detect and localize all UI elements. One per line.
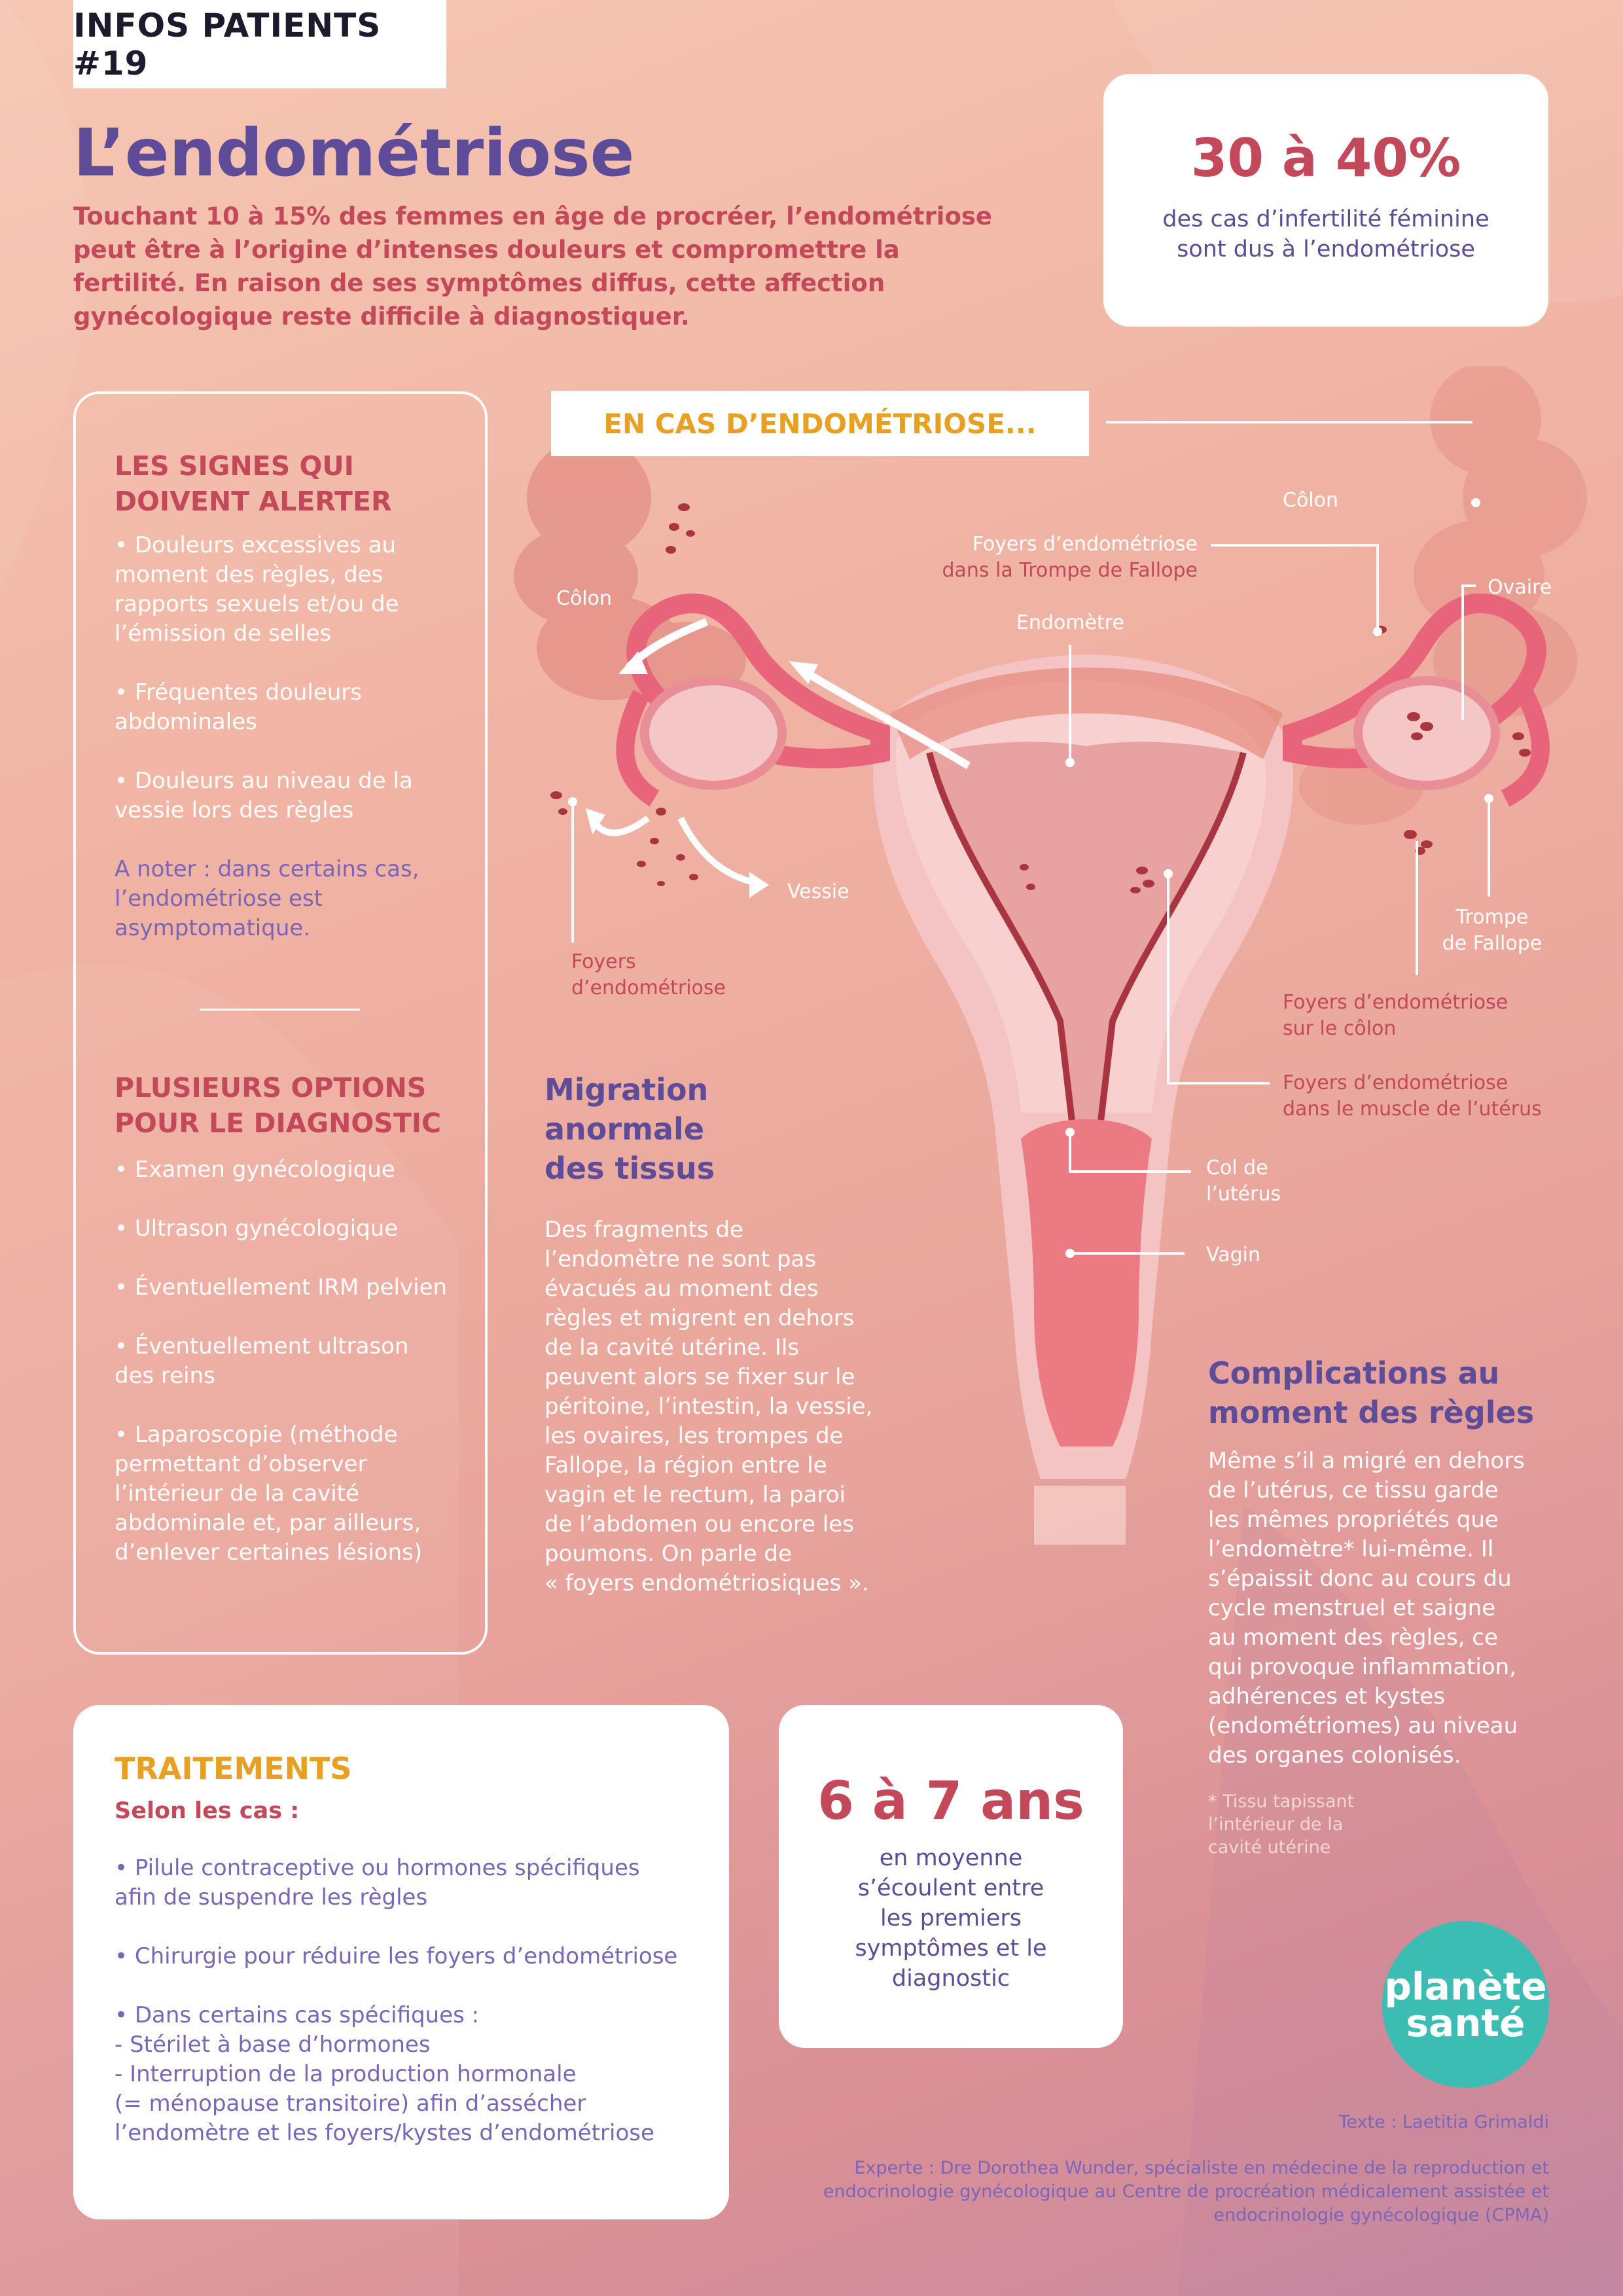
footnote-line: * Tissu tapissant [1208,1791,1355,1812]
logo-line2: santé [1406,2000,1525,2045]
body-line: évacués au moment des [544,1276,819,1302]
list-item: l’émission de selles [115,620,332,647]
signs-item-1 [115,531,468,649]
delay-stat-value: 6 à 7 ans [817,1770,1084,1831]
body-line: « foyers endométriosiques ». [544,1570,869,1596]
complications-body [1208,1446,1575,1770]
label-foyers-trompe [916,531,1198,584]
signs-section [115,448,468,943]
list-item: l’intérieur de la cavité [115,1480,359,1507]
list-item: - Interruption de la production hormonale [115,2061,577,2087]
body-line: Des fragments de [544,1217,743,1243]
body-line: peuvent alors se fixer sur le [544,1364,855,1390]
treatments-card [73,1705,729,2219]
label-endometre: Endomètre [1016,611,1124,634]
list-item: des reins [115,1363,215,1389]
expert-credit [785,2157,1549,2227]
note-line: A noter : dans certains cas, [115,856,419,882]
note-line: l’endométriose est [115,886,323,912]
label-line: l’utérus [1206,1183,1281,1206]
list-item: • Ultrason gynécologique [115,1215,399,1242]
note-line: asymptomatique. [115,915,311,941]
list-item: afin de suspendre les règles [115,1884,428,1910]
label-line: dans la Trompe de Fallope [942,559,1198,582]
label-colon-right: Côlon [1283,489,1339,512]
stat-line: les premiers [880,1905,1022,1931]
list-item: • Fréquentes douleurs [115,679,363,706]
migration-heading-line: anormale [544,1111,705,1147]
treatments-item-3 [115,2001,704,2148]
diagnostic-item-2 [115,1214,468,1244]
section-divider [200,1009,360,1011]
label-line: Foyers d’endométriose [1283,1071,1508,1094]
list-item: abdominales [115,709,257,735]
list-item: • Dans certains cas spécifiques : [115,2002,480,2028]
list-item: • Éventuellement ultrason [115,1333,409,1359]
body-line: cycle menstruel et saigne [1208,1595,1496,1621]
list-item: • Pilule contraceptive ou hormones spécifiques [115,1855,640,1881]
label-line: de Fallope [1442,932,1543,955]
body-line: de la cavité utérine. Ils [544,1335,800,1361]
list-item: d’enlever certaines lésions) [115,1539,423,1566]
diagnostic-item-4 [115,1332,468,1391]
signs-item-2 [115,678,468,737]
list-item: • Examen gynécologique [115,1157,395,1183]
stat-line: symptômes et le [855,1935,1047,1962]
body-line: adhérences et kystes [1208,1683,1446,1710]
body-line: des organes colonisés. [1208,1742,1461,1768]
label-foyers-colon [1283,990,1508,1042]
delay-stat-card [779,1705,1123,2048]
list-item: abdominale et, par ailleurs, [115,1510,421,1536]
label-vessie: Vessie [787,880,849,903]
label-colon-left: Côlon [556,587,613,610]
body-line: l’endomètre ne sont pas [544,1246,817,1272]
label-line: Trompe [1455,906,1529,929]
infertility-stat-line1: des cas d’infertilité féminine [1162,206,1489,232]
list-item: l’endomètre et les foyers/kystes d’endométriose [115,2120,654,2146]
label-line: sur le côlon [1283,1017,1397,1040]
body-line: de l’abdomen ou encore les [544,1511,854,1537]
page-title: L’endométriose [73,115,635,191]
intro-text: Touchant 10 à 15% des femmes en âge de procréer, l’endométriose peut être à l’origine d’intenses douleurs et compromettre la fertilité. En raison de ses symptômes diffus, cette affection gynécologique reste difficile à diagnostiquer. [73,202,993,331]
signs-heading-line1: LES SIGNES QUI [115,450,354,482]
signs-heading-line2: DOIVENT ALERTER [115,486,392,517]
label-foyers [571,949,726,1001]
body-line: de l’utérus, ce tissu garde [1208,1477,1499,1503]
label-line: Foyers [571,950,636,973]
delay-stat-text [779,1843,1123,1994]
body-line: Fallope, la région entre le [544,1452,827,1479]
list-item: • Chirurgie pour réduire les foyers d’endométriose [115,1943,678,1969]
stat-line: s’écoulent entre [857,1875,1044,1901]
list-item: • Douleurs au niveau de la [115,768,413,794]
migration-heading-line: Migration [544,1072,709,1107]
label-line: d’endométriose [571,977,726,999]
list-item: • Laparoscopie (méthode [115,1422,398,1448]
diagram-banner: EN CAS D’ENDOMÉTRIOSE... [551,391,1089,456]
list-item: rapports sexuels et/ou de [115,591,399,617]
stat-line: diagnostic [891,1965,1010,1992]
label-line: Foyers d’endométriose [972,533,1198,556]
body-line: Même s’il a migré en dehors [1208,1448,1525,1474]
treatments-heading: TRAITEMENTS [115,1751,352,1786]
issue-tag: INFOS PATIENTS #19 [73,0,446,88]
body-line: (endométriomes) au niveau [1208,1713,1518,1739]
treatments-item-2 [115,1942,704,1971]
credit-line: endocrinologie gynécologique au Centre de procréation médicalement assistée et [823,2181,1549,2202]
list-item: - Stérilet à base d’hormones [115,2032,431,2058]
treatments-content [115,1751,704,2148]
author-credit: Texte : Laetitia Grimaldi [1338,2112,1549,2132]
body-line: les mêmes propriétés que [1208,1507,1499,1533]
migration-section [544,1070,885,1598]
label-line: Col de [1206,1157,1268,1179]
planete-sante-logo [1382,1921,1549,2088]
list-item: permettant d’observer [115,1451,367,1477]
credit-line: Experte : Dre Dorothea Wunder, spécialiste en médecine de la reproduction et [854,2158,1549,2178]
stat-line: en moyenne [879,1845,1023,1871]
list-item: vessie lors des règles [115,797,354,823]
footnote-line: l’intérieur de la [1208,1814,1344,1835]
credit-line: endocrinologie gynécologique (CPMA) [1213,2205,1549,2225]
body-line: vagin et le rectum, la paroi [544,1482,846,1508]
infertility-stat-value: 30 à 40% [1190,128,1461,188]
list-item: • Douleurs excessives au [115,532,397,558]
label-col [1206,1155,1281,1208]
label-foyers-muscle [1283,1070,1542,1122]
diagnostic-heading-line1: PLUSIEURS OPTIONS [115,1072,427,1103]
diagnostic-item-3 [115,1273,468,1302]
complications-heading-line: moment des règles [1208,1395,1535,1430]
list-item: • Éventuellement IRM pelvien [115,1274,448,1300]
complications-heading-line: Complications au [1208,1355,1500,1391]
logo-line1: planète [1384,1964,1547,2009]
label-line: dans le muscle de l’utérus [1283,1098,1542,1121]
body-line: les ovaires, les trompes de [544,1423,844,1449]
list-item: (= ménopause transitoire) afin d’assécher [115,2090,586,2117]
body-line: péritoine, l’intestin, la vessie, [544,1393,873,1420]
signs-note [115,855,468,943]
migration-body [544,1215,885,1598]
treatments-item-1 [115,1854,704,1912]
infertility-stat-line2: sont dus à l’endométriose [1177,236,1475,262]
body-line: l’endomètre* lui-même. Il [1208,1536,1494,1562]
migration-heading-line: des tissus [544,1151,715,1186]
label-ovaire: Ovaire [1488,576,1552,599]
body-line: s’épaissit donc au cours du [1208,1566,1512,1592]
footnote-line: cavité utérine [1208,1837,1331,1857]
body-line: règles et migrent en dehors [544,1305,855,1331]
label-trompe [1440,905,1544,957]
diagnostic-section [115,1070,468,1568]
infertility-stat-card [1103,74,1548,327]
treatments-subheading: Selon les cas : [115,1798,300,1824]
body-line: poumons. On parle de [544,1541,792,1567]
diagnostic-item-1 [115,1155,468,1185]
label-vagin: Vagin [1206,1244,1260,1266]
signs-item-3 [115,766,468,825]
complications-section [1208,1354,1575,1859]
complications-footnote [1208,1790,1575,1859]
diagnostic-item-5 [115,1420,468,1568]
diagnostic-heading-line2: POUR LE DIAGNOSTIC [115,1107,442,1139]
body-line: au moment des règles, ce [1208,1624,1498,1651]
body-line: qui provoque inflammation, [1208,1654,1517,1680]
list-item: moment des règles, des [115,562,383,588]
label-line: Foyers d’endométriose [1283,991,1508,1014]
